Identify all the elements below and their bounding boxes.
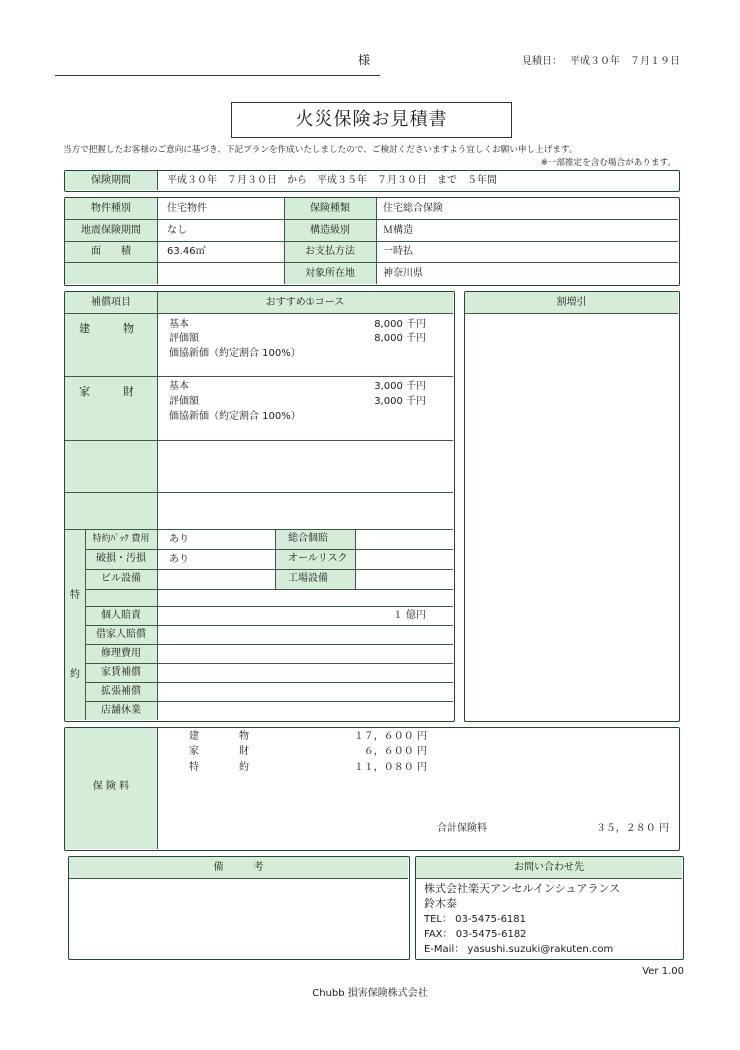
insurance-type-value: 住宅総合保険: [383, 203, 443, 214]
structure-class-value: Ｍ構造: [383, 225, 413, 236]
premium-building-amount: １７，６００ 円: [353, 731, 427, 742]
contact-company: 株式会社楽天アンセルインシュアランス: [424, 882, 621, 895]
total-premium-label: 合計保険料: [437, 823, 487, 834]
special-label-bottom: 約: [70, 669, 80, 680]
rent-compensation-label: 家賃補償: [101, 667, 141, 678]
damage-label: 破損・汚損: [96, 553, 146, 564]
building-label: 建 物: [79, 322, 134, 335]
contents-new-value: 価協新価（約定割合 100%）: [169, 411, 301, 422]
period-value: 平成３０年 ７月３０日 から 平成３５年 ７月３０日 まで ５年間: [167, 175, 497, 186]
honorific: 様: [358, 53, 371, 67]
premium-building-label: 建 物: [189, 731, 249, 742]
coverage-course-header: おすすめ①コース: [265, 297, 345, 308]
building-basic: 基本: [169, 319, 189, 330]
building-valuation: 評価額: [169, 333, 199, 344]
earthquake-period-value: なし: [167, 225, 187, 236]
personal-liability-value: １ 億円: [392, 610, 426, 621]
building-equipment-label: ビル設備: [101, 573, 141, 584]
payment-method-value: 一時払: [383, 246, 413, 257]
premium-special-amount: １１，０８０ 円: [353, 762, 427, 773]
building-valuation-amount: 8,000 千円: [374, 333, 426, 344]
period-label: 保険期間: [91, 175, 131, 186]
location-label: 対象所在地: [305, 268, 355, 279]
version-label: Ver 1.00: [642, 966, 684, 977]
premium-contents-amount: ６，６００ 円: [363, 746, 427, 757]
personal-liability-label: 個人賠責: [101, 610, 141, 621]
contact-fax: FAX： 03-5475-6182: [424, 929, 527, 940]
footer-company: Chubb 損害保険株式会社: [312, 988, 428, 999]
property-type-value: 住宅物件: [167, 203, 207, 214]
discount-section: [464, 291, 680, 722]
contact-email[interactable]: E-Mail： yasushi.suzuki@rakuten.com: [424, 944, 614, 955]
repair-cost-label: 修理費用: [101, 648, 141, 659]
store-closure-label: 店舗休業: [101, 705, 141, 716]
contents-label: 家 財: [79, 385, 134, 398]
customer-name-line: [55, 75, 380, 76]
premium-label: 保 険 料: [92, 781, 130, 792]
estimate-date: 平成３０年 ７月１９日: [570, 56, 680, 67]
tenant-liability-label: 借家人賠償: [96, 629, 146, 640]
contact-section: [415, 856, 684, 960]
structure-class-label: 構造級別: [310, 225, 350, 236]
extended-coverage-label: 拡張補償: [101, 686, 141, 697]
area-label: 面 積: [91, 246, 131, 257]
payment-method-label: お支払方法: [305, 246, 355, 257]
total-liability-label: 総合個賠: [288, 533, 328, 544]
all-risk-label: オールリスク: [288, 553, 348, 564]
insurance-type-label: 保険種類: [310, 203, 350, 214]
contact-label: お問い合わせ先: [514, 862, 584, 873]
rider-pack-label: 特約ﾊﾟｯｸ 費用: [92, 534, 150, 544]
contents-valuation: 評価額: [169, 396, 199, 407]
document-title-box: [231, 102, 512, 138]
insurance-period-section: [64, 170, 680, 192]
coverage-section: [64, 291, 455, 722]
contact-person: 鈴木泰: [424, 897, 457, 910]
earthquake-period-label: 地震保険期間: [81, 225, 141, 236]
estimate-note: ※一部推定を含む場合があります。: [540, 158, 676, 168]
coverage-item-header: 補償項目: [91, 297, 131, 308]
estimate-date-label: 見積日：: [522, 56, 562, 67]
factory-equipment-label: 工場設備: [288, 573, 328, 584]
rider-pack-value: あり: [169, 534, 189, 545]
document-title: 火災保険お見積書: [295, 109, 448, 130]
remarks-section: [68, 856, 410, 960]
premium-special-label: 特 約: [189, 762, 249, 773]
property-type-label: 物件種別: [91, 203, 131, 214]
building-basic-amount: 8,000 千円: [374, 319, 426, 330]
contact-tel: TEL： 03-5475-6181: [424, 914, 527, 925]
location-value: 神奈川県: [383, 268, 423, 279]
premium-section: [64, 727, 680, 851]
special-label-top: 特: [70, 590, 80, 601]
contents-basic: 基本: [169, 381, 189, 392]
intro-text: 当方で把握したお客様のご意向に基づき、下記プランを作成いたしましたので、ご検討くださいますよう宜しくお願い申し上げます。: [63, 145, 578, 155]
discount-label: 割増引: [556, 297, 587, 308]
contents-valuation-amount: 3,000 千円: [374, 396, 426, 407]
area-value: 63.46㎡: [167, 246, 206, 257]
remarks-label: 備 考: [213, 862, 264, 873]
building-new-value: 価協新価（約定割合 100%）: [169, 348, 301, 359]
total-premium-amount: ３５，２８０ 円: [595, 823, 669, 834]
damage-value: あり: [169, 554, 189, 565]
property-info-section: [64, 197, 680, 286]
premium-contents-label: 家 財: [189, 746, 249, 757]
contents-basic-amount: 3,000 千円: [374, 381, 426, 392]
